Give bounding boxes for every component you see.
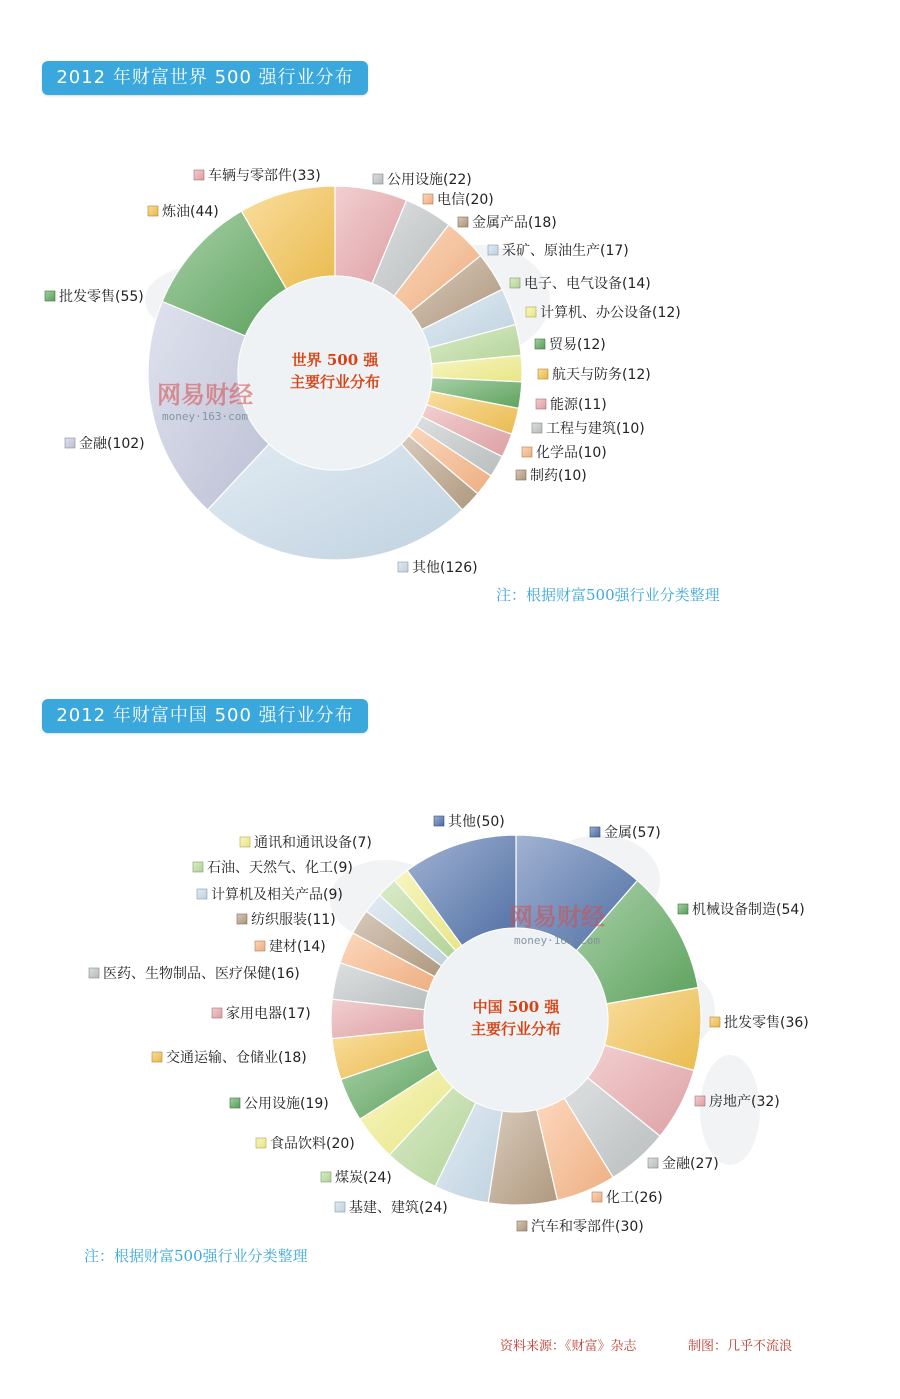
- slice-label: 家用电器(17): [226, 1006, 311, 1022]
- slice-label: 车辆与零部件(33): [208, 168, 321, 184]
- legend-swatch: [526, 307, 536, 317]
- legend-swatch: [152, 1052, 162, 1062]
- slice-label: 建材(14): [269, 939, 326, 955]
- slice-label: 公用设施(22): [387, 172, 472, 188]
- slice-label: 能源(11): [550, 397, 607, 413]
- slice-label: 房地产(32): [709, 1094, 780, 1110]
- legend-swatch: [335, 1202, 345, 1212]
- legend-swatch: [592, 1192, 602, 1202]
- slice-label: 制药(10): [530, 468, 587, 484]
- slice-label: 计算机、办公设备(12): [540, 305, 681, 321]
- china-chart-note: 注：根据财富500强行业分类整理: [84, 1247, 308, 1265]
- slice-label: 其他(50): [448, 814, 505, 830]
- slice-label: 化工(26): [606, 1190, 663, 1206]
- slice-label: 通讯和通讯设备(7): [254, 835, 372, 851]
- slice-label: 贸易(12): [549, 337, 606, 353]
- world-section-title: 2012 年财富世界 500 强行业分布: [42, 61, 368, 95]
- slice-label: 批发零售(36): [724, 1015, 809, 1031]
- slice-label: 炼油(44): [162, 204, 219, 220]
- legend-swatch: [535, 339, 545, 349]
- slice-label: 其他(126): [412, 560, 478, 576]
- legend-swatch: [648, 1158, 658, 1168]
- world-chart-note: 注：根据财富500强行业分类整理: [496, 586, 720, 604]
- donut-center-label: 主要行业分布: [289, 373, 381, 391]
- slice-label: 食品饮料(20): [270, 1136, 355, 1152]
- slice-label: 批发零售(55): [59, 289, 144, 305]
- footer-source: 资料来源：《财富》杂志: [500, 1339, 637, 1354]
- legend-swatch: [255, 941, 265, 951]
- legend-swatch: [434, 816, 444, 826]
- slice-label: 电信(20): [437, 192, 494, 208]
- legend-swatch: [373, 174, 383, 184]
- slice-label: 金属产品(18): [472, 215, 557, 231]
- legend-swatch: [536, 399, 546, 409]
- legend-swatch: [89, 968, 99, 978]
- legend-swatch: [710, 1017, 720, 1027]
- legend-swatch: [212, 1008, 222, 1018]
- donut-center-label: 主要行业分布: [470, 1020, 562, 1038]
- legend-swatch: [510, 278, 520, 288]
- legend-swatch: [65, 438, 75, 448]
- legend-swatch: [398, 562, 408, 572]
- legend-swatch: [538, 369, 548, 379]
- slice-label: 电子、电气设备(14): [524, 276, 651, 292]
- legend-swatch: [516, 470, 526, 480]
- legend-swatch: [458, 217, 468, 227]
- slice-label: 计算机及相关产品(9): [211, 887, 343, 903]
- world-donut-chart: [45, 168, 681, 576]
- slice-label: 公用设施(19): [244, 1096, 329, 1112]
- legend-swatch: [423, 194, 433, 204]
- legend-swatch: [517, 1221, 527, 1231]
- watermark-brand: 网易财经: [157, 380, 253, 409]
- legend-swatch: [488, 245, 498, 255]
- slice-label: 石油、天然气、化工(9): [207, 860, 353, 876]
- slice-label: 机械设备制造(54): [692, 902, 805, 918]
- slice-label: 纺织服装(11): [251, 912, 336, 928]
- china-section-title: 2012 年财富中国 500 强行业分布: [42, 699, 368, 733]
- slice-label: 金融(102): [79, 436, 145, 452]
- legend-swatch: [194, 170, 204, 180]
- slice-label: 交通运输、仓储业(18): [166, 1050, 307, 1066]
- footer-maker: 制图：几乎不流浪: [688, 1339, 793, 1354]
- legend-swatch: [193, 862, 203, 872]
- legend-swatch: [532, 423, 542, 433]
- legend-swatch: [148, 206, 158, 216]
- slice-label: 基建、建筑(24): [349, 1200, 448, 1216]
- legend-swatch: [590, 827, 600, 837]
- watermark-url: money·163·com: [161, 410, 249, 423]
- slice-label: 化学品(10): [536, 445, 607, 461]
- slice-label: 金融(27): [662, 1156, 719, 1172]
- china-donut-chart: [89, 814, 809, 1235]
- donut-center-label: 世界 500 强: [291, 351, 379, 369]
- slice-label: 采矿、原油生产(17): [502, 243, 629, 259]
- legend-swatch: [230, 1098, 240, 1108]
- donut-center-label: 中国 500 强: [472, 998, 560, 1016]
- legend-swatch: [256, 1138, 266, 1148]
- legend-swatch: [240, 837, 250, 847]
- slice-label: 医药、生物制品、医疗保健(16): [103, 966, 300, 982]
- legend-swatch: [45, 291, 55, 301]
- slice-label: 汽车和零部件(30): [531, 1219, 644, 1235]
- slice-label: 金属(57): [604, 825, 661, 841]
- slice-label: 工程与建筑(10): [546, 421, 645, 437]
- legend-swatch: [522, 447, 532, 457]
- slice-label: 航天与防务(12): [552, 367, 651, 383]
- legend-swatch: [237, 914, 247, 924]
- legend-swatch: [678, 904, 688, 914]
- legend-swatch: [321, 1172, 331, 1182]
- slice-label: 煤炭(24): [335, 1170, 392, 1186]
- legend-swatch: [695, 1096, 705, 1106]
- map-shape: [700, 1055, 760, 1165]
- watermark-brand: 网易财经: [509, 902, 605, 931]
- watermark-url: money·163·com: [513, 934, 601, 947]
- legend-swatch: [197, 889, 207, 899]
